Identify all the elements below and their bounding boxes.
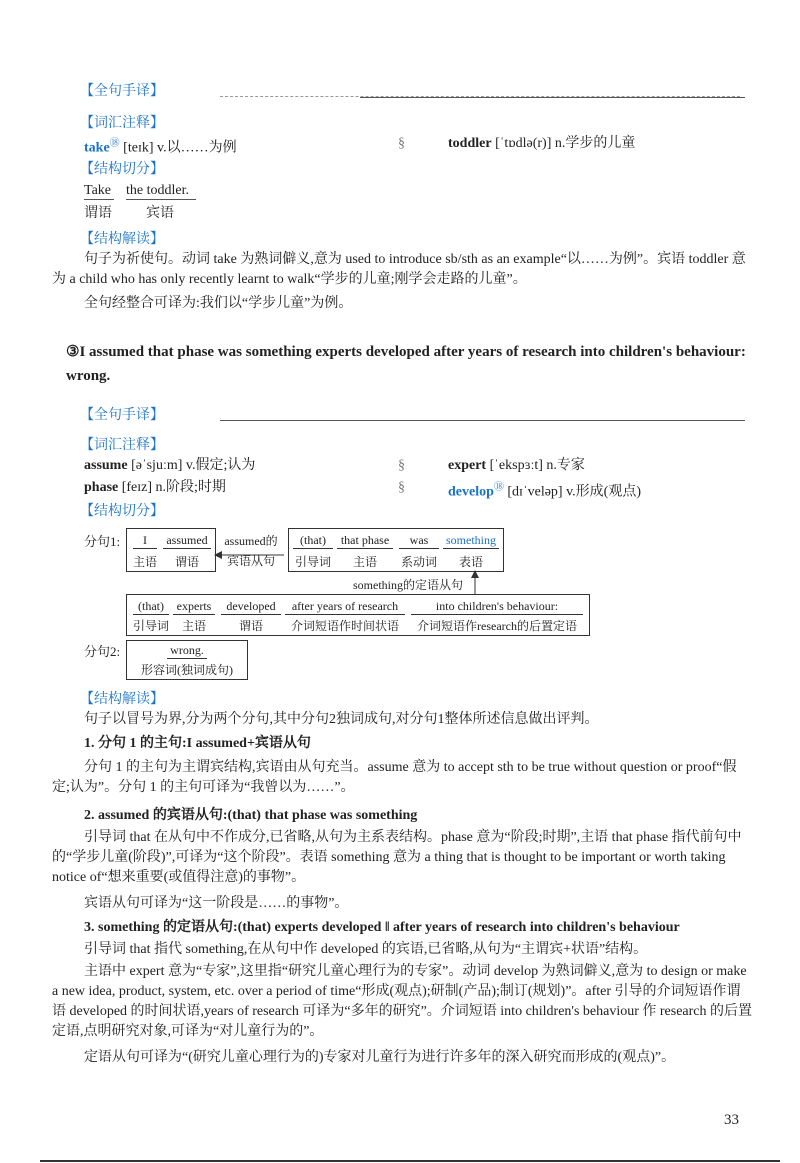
main-clause-box (126, 528, 216, 572)
clause1-label: 分句1: (84, 534, 121, 549)
divider-mark: § (398, 136, 405, 151)
vocab-expert: expert [ˈekspɜːt] n.专家 (448, 458, 585, 473)
role-subject-3: 主语 (181, 619, 206, 633)
vocab-phase: phase [feɪz] n.阶段;时期 (84, 480, 226, 495)
page-number: 33 (724, 1112, 739, 1128)
paragraph-2b: 宾语从句可译为“这一阶段是……的事物”。 (84, 896, 349, 911)
word-assumed: assumed (163, 533, 211, 549)
word-developed: developed (221, 599, 281, 615)
divider-mark: § (398, 480, 405, 495)
full-translation-label-3: 【全句手译】 (80, 407, 164, 423)
answer-line-3 (220, 420, 745, 421)
role-subject-2: 主语 (352, 555, 377, 569)
object-clause-box (288, 528, 504, 572)
cut-underline-1 (84, 199, 114, 200)
role-time-adverbial: 介词短语作时间状语 (290, 619, 399, 633)
paragraph-1: 分句 1 的主句为主谓宾结构,宾语由从句充当。assume 意为 to accept sth to be true without question or proof“假定;认为”。分句 1 的主句可译为“我曾以为……”。 (52, 760, 737, 795)
expl-paragraph-2: 全句经整合可译为:我们以“学步儿童”为例。 (84, 296, 353, 311)
expl-paragraph-1: 句子为祈使句。动词 take 为熟词僻义,意为 used to introduce sb/sth as an example“以……为例”。宾语 toddler 意为 a child who has only recently learnt to walk“学步的儿童;刚学会走路的儿童”。 (52, 252, 746, 287)
struct-cut-label-3: 【结构切分】 (80, 503, 164, 519)
role-predicative: 表语 (458, 555, 483, 569)
obj-clause-tag-2: 宾语从句 (226, 554, 275, 568)
arrow-to-something (470, 570, 480, 596)
footer-rule (40, 1160, 780, 1162)
vocab-assume: assume [əˈsjuːm] v.假定;认为 (84, 458, 256, 473)
struct-expl-label-1: 【结构解读】 (80, 231, 164, 247)
vocab-notes-label-1: 【词汇注释】 (80, 115, 164, 131)
heading-3: 3. something 的定语从句:(that) experts developed ‖ after years of research into children's behaviour (84, 920, 680, 935)
cut-word-take: Take (84, 183, 112, 198)
sentence-3: ③I assumed that phase was something experts developed after years of research into children's behaviour: wrong. (66, 344, 746, 384)
role-predicate: 谓语 (174, 555, 199, 569)
role-post-attribute: 介词短语作research的后置定语 (417, 619, 577, 633)
cut-role-pred: 谓语 (84, 206, 112, 221)
paragraph-3: 引导词 that 指代 something,在从句中作 developed 的宾语,已省略,从句为“主谓宾+状语”结构。 (84, 942, 648, 957)
word-was: was (399, 533, 439, 549)
word-into-behaviour: into children's behaviour: (411, 599, 583, 615)
vocab-notes-label-3: 【词汇注释】 (80, 437, 164, 453)
cut-role-obj: 宾语 (146, 206, 174, 221)
word-that-2: (that) (133, 599, 169, 615)
obj-clause-tag-1: assumed的 (224, 534, 278, 548)
clause2-box (126, 640, 248, 680)
word-that: (that) (293, 533, 333, 549)
role-conj-2: 引导词 (132, 619, 169, 633)
heading-1: 1. 分句 1 的主句:I assumed+宾语从句 (84, 736, 311, 751)
word-that-phase: that phase (337, 533, 393, 549)
word-after-years: after years of research (285, 599, 405, 615)
vocab-take: take⑱ [teɪk] v.以……为例 (84, 138, 237, 156)
vocab-develop: develop⑱ [dɪˈveləp] v.形成(观点) (448, 482, 642, 500)
struct-cut-label-1: 【结构切分】 (80, 161, 164, 177)
cut-underline-2 (126, 199, 196, 200)
full-translation-label-1: 【全句手译】 (80, 83, 164, 99)
attr-clause-box (126, 594, 590, 636)
paragraph-2: 引导词 that 在从句中不作成分,已省略,从句为主系表结构。phase 意为“阶段;时期”,主语 that phase 指代前句中的“学步儿童(阶段)”,可译为“这个阶段”。表语 something 意为 a thing that is thought to be important or worth taking notice of“想来重要(或值得注意)的事物”。 (52, 830, 742, 885)
word-I: I (133, 533, 157, 549)
role-linking-verb: 系动词 (400, 555, 437, 569)
struct-expl-label-3: 【结构解读】 (80, 691, 164, 707)
attr-clause-tag: something的定语从句 (353, 578, 463, 592)
cut-word-toddler: the toddler. (126, 183, 189, 198)
clause2-label: 分句2: (84, 644, 121, 659)
word-experts: experts (173, 599, 215, 615)
word-something: something (443, 533, 499, 549)
role-predicate-2: 谓语 (238, 619, 263, 633)
divider-mark: § (398, 458, 405, 473)
heading-2: 2. assumed 的宾语从句:(that) that phase was something (84, 808, 418, 823)
role-conj: 引导词 (294, 555, 331, 569)
role-subject: 主语 (132, 555, 157, 569)
vocab-toddler: toddler [ˈtɒdlə(r)] n.学步的儿童 (448, 136, 636, 151)
role-adjective: 形容词(独词成句) (141, 663, 233, 677)
paragraph-4: 主语中 expert 意为“专家”,这里指“研究儿童心理行为的专家”。动词 develop 为熟词僻义,意为 to design or make a new idea, product, system, etc. over a period of time“形成(观点);研制(产品);制订(规划)”。after 引导的介词短语作谓语 developed 的时间状语,years of research 可译为“多年的研究”。介词短语 into children's behaviour 作 research 的后置定语,点明研究对象,可译为“对儿童行为的”。 (52, 964, 753, 1039)
answer-line-solid (360, 97, 745, 98)
paragraph-5: 定语从句可译为“(研究儿童心理行为的)专家对儿童行为进行许多年的深入研究而形成的(观点)”。 (84, 1050, 676, 1065)
word-wrong: wrong. (167, 643, 207, 659)
intro-paragraph: 句子以冒号为界,分为两个分句,其中分句2独词成句,对分句1整体所述信息做出评判。 (84, 712, 599, 727)
